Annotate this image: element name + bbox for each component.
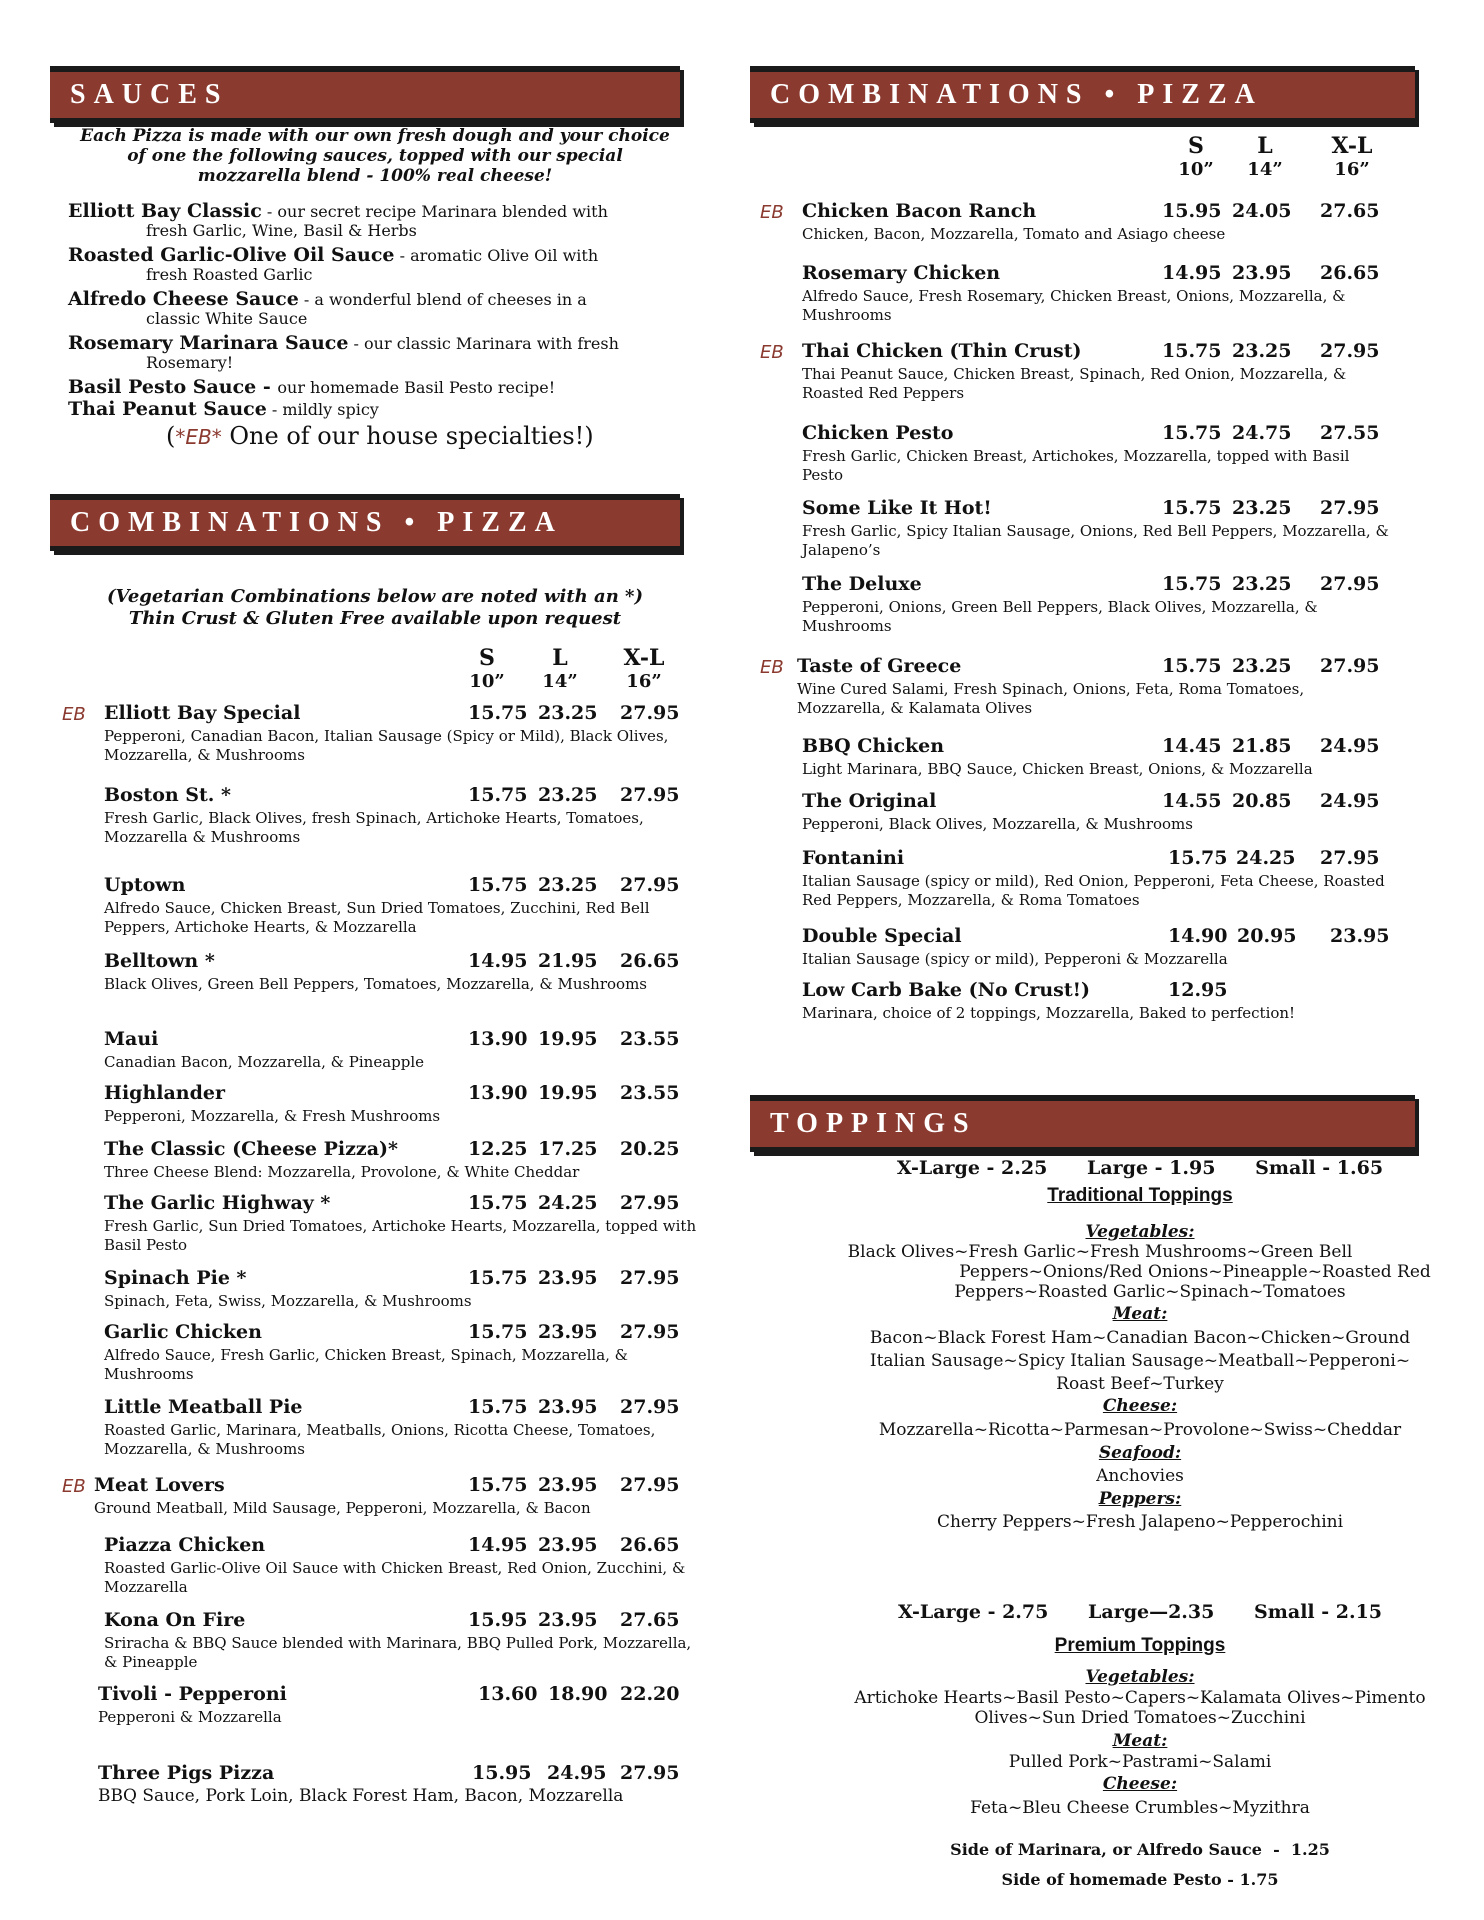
trad-cheese-line: Mozzarella~Ricotta~Parmesan~Provolone~Swiss~Cheddar (878, 1420, 1402, 1440)
price-l: 21.85 (1232, 735, 1292, 757)
right-combos-banner (750, 66, 1415, 123)
trad-meat-line: Italian Sausage~Spicy Italian Sausage~Meatball~Pepperoni~ (869, 1351, 1411, 1371)
price-s: 14.90 (1168, 925, 1228, 947)
price-l: 24.05 (1232, 200, 1292, 222)
price-s: 15.75 (1168, 847, 1228, 869)
trad-vegetables-line: Peppers~Roasted Garlic~Spinach~Tomatoes (954, 1282, 1346, 1302)
pizza-description: Roasted Garlic, Marinara, Meatballs, Onions, Ricotta Cheese, Tomatoes, Mozzarella, & Mushrooms (104, 1421, 656, 1458)
trad-seafood-line: Anchovies (1096, 1466, 1184, 1486)
price-l: 23.25 (1232, 655, 1292, 677)
pizza-name: The Classic (Cheese Pizza)* (104, 1138, 398, 1160)
price-l: 20.95 (1237, 925, 1297, 947)
trad-seafood-label: Seafood: (1098, 1443, 1182, 1463)
price-s: 15.75 (1162, 340, 1222, 362)
price-s: 12.25 (468, 1138, 528, 1160)
pizza-description: Pepperoni, Black Olives, Mozzarella, & Mushrooms (802, 815, 1193, 833)
price-s: 15.75 (1162, 655, 1222, 677)
pizza-description: Italian Sausage (spicy or mild), Pepperoni & Mozzarella (802, 950, 1228, 968)
prem-meat-label: Meat: (1112, 1731, 1168, 1751)
price-s: 15.75 (468, 1474, 528, 1496)
price-s: 15.75 (468, 1267, 528, 1289)
price-xl: 27.55 (1320, 422, 1380, 444)
sauces-intro: Each Pizza is made with our own fresh dough and your choice of one the following sauces, topped with our special mozzarella blend - 100% real cheese! (80, 126, 670, 186)
price-s: 15.95 (472, 1762, 532, 1784)
price-xl: 27.95 (620, 1321, 680, 1343)
pizza-name: Garlic Chicken (104, 1321, 262, 1343)
price-xl: 27.65 (1320, 200, 1380, 222)
pizza-description: Pepperoni & Mozzarella (98, 1708, 282, 1726)
eb-mark-icon: EB (760, 342, 784, 363)
pizza-name: Tivoli - Pepperoni (98, 1683, 287, 1705)
price-l: 23.25 (538, 874, 598, 896)
pizza-name: Fontanini (802, 847, 905, 869)
size-header-l: L 14” (1247, 133, 1283, 180)
pizza-description: Sriracha & BBQ Sauce blended with Marinara, BBQ Pulled Pork, Mozzarella, & Pineapple (104, 1634, 692, 1671)
sauce-item: Elliott Bay Classic - our secret recipe Marinara blended with fresh Garlic, Wine, Basil & Herbs (68, 200, 608, 240)
price-xl: 27.65 (620, 1609, 680, 1631)
size-header-s: S 10” (1178, 133, 1214, 180)
pizza-name: Double Special (802, 925, 962, 947)
prem-cheese-label: Cheese: (1102, 1774, 1178, 1794)
price-s: 15.75 (1162, 497, 1222, 519)
pizza-name: Low Carb Bake (No Crust!) (802, 979, 1090, 1001)
pizza-name: The Original (802, 790, 937, 812)
pizza-description: Light Marinara, BBQ Sauce, Chicken Breast, Onions, & Mozzarella (802, 760, 1313, 778)
price-xl: 27.95 (620, 1267, 680, 1289)
price-l: 23.95 (538, 1474, 598, 1496)
traditional-header: Traditional Toppings (1047, 1185, 1233, 1206)
price-xl: 24.95 (1320, 790, 1380, 812)
eb-mark-icon: EB (760, 657, 784, 678)
pizza-description: Alfredo Sauce, Fresh Rosemary, Chicken Breast, Onions, Mozzarella, & Mushrooms (802, 287, 1346, 324)
price-s: 15.75 (468, 784, 528, 806)
price-xl: 27.95 (620, 1192, 680, 1214)
price-s: 14.95 (1162, 262, 1222, 284)
price-l: 23.95 (538, 1396, 598, 1418)
pizza-description: Roasted Garlic-Olive Oil Sauce with Chicken Breast, Red Onion, Zucchini, & Mozzarella (104, 1559, 686, 1596)
price-xl: 24.95 (1320, 735, 1380, 757)
prem-vegetables-line: Olives~Sun Dried Tomatoes~Zucchini (974, 1708, 1306, 1728)
price-s: 15.75 (468, 702, 528, 724)
pizza-name: Maui (104, 1028, 159, 1050)
prem-cheese-line: Feta~Bleu Cheese Crumbles~Myzithra (970, 1798, 1310, 1818)
pizza-name: Highlander (104, 1082, 225, 1104)
pizza-name: BBQ Chicken (802, 735, 945, 757)
price-xl: 26.65 (620, 950, 680, 972)
left-combos-title: COMBINATIONS • PIZZA (70, 507, 563, 538)
pizza-name: The Garlic Highway * (104, 1192, 331, 1214)
pizza-description: Pepperoni, Canadian Bacon, Italian Sausage (Spicy or Mild), Black Olives, Mozzarella, & Mushrooms (104, 727, 669, 764)
price-xl: 27.95 (620, 702, 680, 724)
premium-header: Premium Toppings (1054, 1635, 1226, 1656)
size-header-s: S 10” (469, 645, 505, 692)
trad-meat-line: Roast Beef~Turkey (1056, 1374, 1224, 1394)
price-xl: 27.95 (620, 874, 680, 896)
pizza-description: Alfredo Sauce, Fresh Garlic, Chicken Breast, Spinach, Mozzarella, & Mushrooms (104, 1346, 629, 1383)
price-xl: 27.95 (620, 1396, 680, 1418)
price-l: 23.25 (538, 784, 598, 806)
size-header-l: L 14” (542, 645, 578, 692)
price-l: 18.90 (548, 1683, 608, 1705)
pizza-name: Taste of Greece (797, 655, 962, 677)
pizza-name: Thai Chicken (Thin Crust) (802, 340, 1082, 362)
pizza-name: Spinach Pie * (104, 1267, 247, 1289)
sauce-item: Roasted Garlic-Olive Oil Sauce - aromatic Olive Oil with fresh Roasted Garlic (68, 244, 599, 284)
price-s: 15.75 (468, 874, 528, 896)
price-s: 13.60 (478, 1683, 538, 1705)
specialty-note: (*EB* One of our house specialties!) (166, 422, 594, 450)
side-pesto: Side of homemade Pesto - 1.75 (1001, 1870, 1279, 1889)
pizza-name: Chicken Bacon Ranch (802, 200, 1037, 222)
size-header-xl: X-L 16” (623, 645, 665, 692)
sauce-item: Rosemary Marinara Sauce - our classic Marinara with fresh Rosemary! (68, 332, 619, 372)
pizza-description: Spinach, Feta, Swiss, Mozzarella, & Mushrooms (104, 1292, 472, 1310)
pizza-name: Meat Lovers (94, 1474, 225, 1496)
price-s: 15.95 (468, 1609, 528, 1631)
premium-prices: X-Large - 2.75 Large—2.35 Small - 2.15 (897, 1601, 1383, 1623)
price-xl: 20.25 (620, 1138, 680, 1160)
sauce-item: Basil Pesto Sauce - our homemade Basil Pesto recipe! (68, 376, 556, 398)
prem-vegetables-line: Artichoke Hearts~Basil Pesto~Capers~Kalamata Olives~Pimento (854, 1688, 1426, 1708)
pizza-description: Alfredo Sauce, Chicken Breast, Sun Dried Tomatoes, Zucchini, Red Bell Peppers, Artichoke Hearts, & Mozzarella (104, 899, 650, 936)
price-l: 24.25 (1236, 847, 1296, 869)
price-s: 15.75 (1162, 422, 1222, 444)
sauce-item: Thai Peanut Sauce - mildly spicy (68, 398, 379, 420)
price-l: 24.95 (547, 1762, 607, 1784)
price-s: 15.95 (1162, 200, 1222, 222)
pizza-description: Ground Meatball, Mild Sausage, Pepperoni, Mozzarella, & Bacon (94, 1499, 591, 1517)
eb-mark-icon: *EB* (175, 425, 222, 449)
price-s: 15.75 (468, 1192, 528, 1214)
pizza-name: Kona On Fire (104, 1609, 246, 1631)
pizza-name: Elliott Bay Special (104, 702, 301, 724)
pizza-name: Piazza Chicken (104, 1534, 266, 1556)
price-xl: 27.95 (1320, 497, 1380, 519)
pizza-description: BBQ Sauce, Pork Loin, Black Forest Ham, Bacon, Mozzarella (98, 1786, 624, 1806)
price-l: 19.95 (538, 1028, 598, 1050)
price-s: 14.45 (1162, 735, 1222, 757)
price-s: 15.75 (1162, 573, 1222, 595)
price-xl: 27.95 (620, 1474, 680, 1496)
pizza-description: Canadian Bacon, Mozzarella, & Pineapple (104, 1053, 425, 1071)
pizza-description: Fresh Garlic, Spicy Italian Sausage, Onions, Red Bell Peppers, Mozzarella, & Jalapeno’s (802, 522, 1389, 559)
price-l: 20.85 (1232, 790, 1292, 812)
price-s: 13.90 (468, 1082, 528, 1104)
price-xl: 26.65 (1320, 262, 1380, 284)
price-l: 23.25 (1232, 573, 1292, 595)
price-s: 14.55 (1162, 790, 1222, 812)
price-xl: 27.95 (1320, 655, 1380, 677)
price-xl: 26.65 (620, 1534, 680, 1556)
pizza-description: Pepperoni, Onions, Green Bell Peppers, Black Olives, Mozzarella, & Mushrooms (802, 598, 1318, 635)
pizza-description: Pepperoni, Mozzarella, & Fresh Mushrooms (104, 1107, 441, 1125)
price-l: 23.95 (1232, 262, 1292, 284)
eb-mark-icon: EB (62, 704, 86, 725)
pizza-description: Thai Peanut Sauce, Chicken Breast, Spinach, Red Onion, Mozzarella, & Roasted Red Peppers (802, 365, 1347, 402)
pizza-name: Rosemary Chicken (802, 262, 1001, 284)
price-s: 14.95 (468, 950, 528, 972)
trad-peppers-line: Cherry Peppers~Fresh Jalapeno~Pepperochini (936, 1512, 1344, 1532)
pizza-name: Some Like It Hot! (802, 497, 992, 519)
price-l: 23.25 (1232, 497, 1292, 519)
price-l: 23.95 (538, 1534, 598, 1556)
traditional-prices: X-Large - 2.25 Large - 1.95 Small - 1.65 (896, 1157, 1384, 1179)
pizza-name: Boston St. * (104, 784, 231, 806)
price-xl: 23.55 (620, 1028, 680, 1050)
pizza-description: Chicken, Bacon, Mozzarella, Tomato and Asiago cheese (802, 225, 1226, 243)
side-marinara: Side of Marinara, or Alfredo Sauce - 1.25 (950, 1840, 1330, 1859)
combo-notes: (Vegetarian Combinations below are noted with an *) Thin Crust & Gluten Free available upon request (106, 586, 643, 629)
price-l: 21.95 (538, 950, 598, 972)
pizza-description: Black Olives, Green Bell Peppers, Tomatoes, Mozzarella, & Mushrooms (104, 975, 647, 993)
price-xl: 23.55 (620, 1082, 680, 1104)
trad-cheese-label: Cheese: (1102, 1396, 1178, 1416)
price-l: 24.75 (1232, 422, 1292, 444)
sauces-banner (50, 66, 680, 123)
price-s: 12.95 (1168, 979, 1228, 1001)
pizza-name: Three Pigs Pizza (98, 1762, 275, 1784)
pizza-name: The Deluxe (802, 573, 922, 595)
price-l: 19.95 (538, 1082, 598, 1104)
pizza-description: Fresh Garlic, Sun Dried Tomatoes, Artichoke Hearts, Mozzarella, topped with Basil Pesto (104, 1217, 697, 1254)
eb-mark-icon: EB (760, 202, 784, 223)
pizza-name: Uptown (104, 874, 186, 896)
price-xl: 27.95 (620, 1762, 680, 1784)
pizza-name: Chicken Pesto (802, 422, 954, 444)
pizza-description: Italian Sausage (spicy or mild), Red Onion, Pepperoni, Feta Cheese, Roasted Red Peppers, Mozzarella, & Roma Tomatoes (802, 872, 1385, 909)
left-combos-banner (50, 494, 680, 551)
price-l: 23.25 (1232, 340, 1292, 362)
pizza-description: Wine Cured Salami, Fresh Spinach, Onions, Feta, Roma Tomatoes, Mozzarella, & Kalamata Olives (797, 680, 1305, 717)
eb-mark-icon: EB (62, 1476, 86, 1497)
price-l: 23.25 (538, 702, 598, 724)
price-l: 17.25 (538, 1138, 598, 1160)
price-xl: 27.95 (1320, 847, 1380, 869)
price-s: 15.75 (468, 1321, 528, 1343)
toppings-title: TOPPINGS (770, 1108, 977, 1139)
price-s: 15.75 (468, 1396, 528, 1418)
price-s: 14.95 (468, 1534, 528, 1556)
prem-meat-line: Pulled Pork~Pastrami~Salami (1008, 1752, 1272, 1772)
pizza-description: Fresh Garlic, Chicken Breast, Artichokes, Mozzarella, topped with Basil Pesto (802, 447, 1350, 484)
price-s: 13.90 (468, 1028, 528, 1050)
sauces-title: SAUCES (70, 79, 229, 110)
trad-meat-label: Meat: (1112, 1304, 1168, 1324)
pizza-description: Marinara, choice of 2 toppings, Mozzarella, Baked to perfection! (802, 1004, 1296, 1022)
pizza-name: Belltown * (104, 950, 215, 972)
pizza-description: Three Cheese Blend: Mozzarella, Provolone, & White Cheddar (104, 1163, 580, 1181)
price-xl: 27.95 (620, 784, 680, 806)
price-xl: 27.95 (1320, 340, 1380, 362)
trad-vegetables-label: Vegetables: (1085, 1222, 1195, 1242)
trad-vegetables-line: Peppers~Onions/Red Onions~Pineapple~Roasted Red (959, 1262, 1431, 1282)
pizza-name: Little Meatball Pie (104, 1396, 303, 1418)
sauce-item: Alfredo Cheese Sauce - a wonderful blend of cheeses in a classic White Sauce (68, 288, 587, 328)
trad-vegetables-line: Black Olives~Fresh Garlic~Fresh Mushrooms~Green Bell (847, 1242, 1353, 1262)
prem-vegetables-label: Vegetables: (1085, 1667, 1195, 1687)
price-xl: 23.95 (1330, 925, 1390, 947)
price-l: 23.95 (538, 1321, 598, 1343)
pizza-description: Fresh Garlic, Black Olives, fresh Spinach, Artichoke Hearts, Tomatoes, Mozzarella & Mushrooms (104, 809, 644, 846)
price-xl: 27.95 (1320, 573, 1380, 595)
trad-peppers-label: Peppers: (1098, 1489, 1182, 1509)
trad-meat-line: Bacon~Black Forest Ham~Canadian Bacon~Chicken~Ground (869, 1328, 1411, 1348)
price-l: 24.25 (538, 1192, 598, 1214)
price-l: 23.95 (538, 1609, 598, 1631)
size-header-xl: X-L 16” (1331, 133, 1373, 180)
price-xl: 22.20 (620, 1683, 680, 1705)
price-l: 23.95 (538, 1267, 598, 1289)
right-combos-title: COMBINATIONS • PIZZA (770, 79, 1263, 110)
toppings-banner (750, 1095, 1415, 1152)
